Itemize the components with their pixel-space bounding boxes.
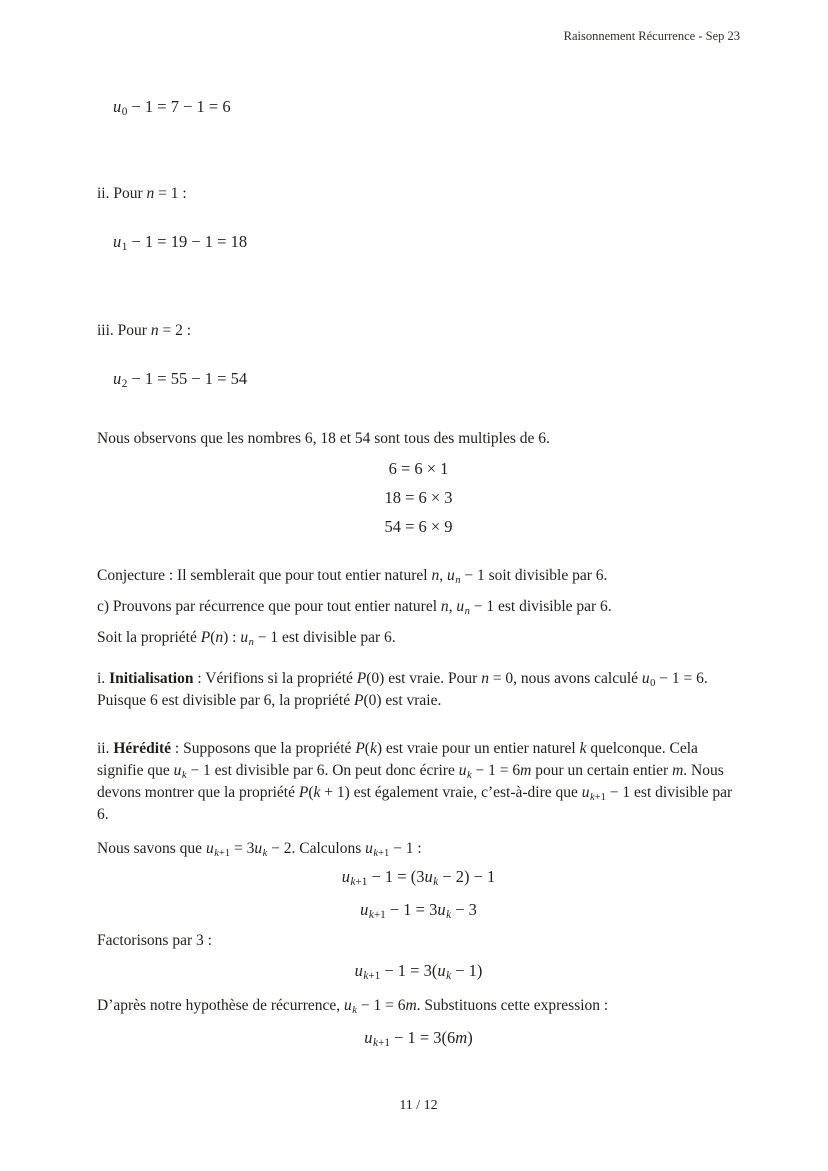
- paragraph-c: c) Prouvons par récurrence que pour tout entier naturel n, $u_n - 1$ est divisible par 6.: [97, 598, 612, 617]
- equation-6: 6 = 6 × 1: [388, 459, 449, 478]
- list-item-ii: ii. Pour n = 1 :: [97, 185, 187, 202]
- equation-uk1-substituted: $u_{k+1} - 1 = 3(6m)$: [364, 1028, 473, 1049]
- equation-18: 18 = 6 × 3: [384, 488, 453, 507]
- paragraph-soit: Soit la propriété P(n) : $u_n - 1$ est divisible par 6.: [97, 629, 396, 648]
- list-item-iii: iii. Pour n = 2 :: [97, 322, 192, 339]
- equation-uk1-expand: $u_{k+1} - 1 = (3u_k - 2) - 1$: [341, 867, 496, 888]
- header-title: Raisonnement Récurrence - Sep 23: [563, 29, 740, 43]
- paragraph-conjecture: Conjecture : Il semblerait que pour tout entier naturel n, $u_n - 1$ soit divisible par 6.: [97, 567, 608, 586]
- equation-u0: $u_0 - 1 = 7 - 1 = 6$: [113, 97, 231, 118]
- page-content: [0, 96, 828, 1049]
- paragraph-observation: Nous observons que les nombres 6, 18 et 54 sont tous des multiples de 6.: [97, 430, 550, 447]
- equation-54: 54 = 6 × 9: [384, 517, 453, 536]
- equation-u2: $u_2 - 1 = 55 - 1 = 54$: [113, 369, 248, 390]
- paragraph-savons: Nous savons que $u_{k+1} = 3u_k - 2$. Calculons $u_{k+1} - 1$ :: [97, 840, 422, 859]
- page-number: 11 / 12: [399, 1098, 438, 1113]
- list-item-initialisation: i. Initialisation : Vérifions si la propriété P(0) est vraie. Pour n = 0, nous avons calculé $u_0 - 1 = 6$. Puisque 6 est divisible par 6, la propriété P(0) est vraie.: [97, 670, 708, 709]
- equation-uk1-simplify: $u_{k+1} - 1 = 3u_k - 3$: [360, 900, 477, 921]
- equation-uk1-factored: $u_{k+1} - 1 = 3(u_k - 1)$: [354, 961, 483, 982]
- page-header: [0, 0, 828, 44]
- paragraph-hypothese: D’après notre hypothèse de récurrence, $u_k - 1 = 6m$. Substituons cette expression :: [97, 997, 609, 1016]
- paragraph-factorisons: Factorisons par 3 :: [97, 932, 212, 949]
- list-item-heredite: ii. Hérédité : Supposons que la propriété P(k) est vraie pour un entier naturel k quelconque. Cela signifie que $u_k - 1$ est divisible par 6. On peut donc écrire $u_k - 1 = 6m$ pour un certain entier m. Nous devons montrer que la propriété P(k + 1) est également vraie, c’est-à-dire que $u_{k+1} - 1$ est divisible par 6.: [97, 740, 733, 823]
- equation-u1: $u_1 - 1 = 19 - 1 = 18$: [113, 232, 248, 253]
